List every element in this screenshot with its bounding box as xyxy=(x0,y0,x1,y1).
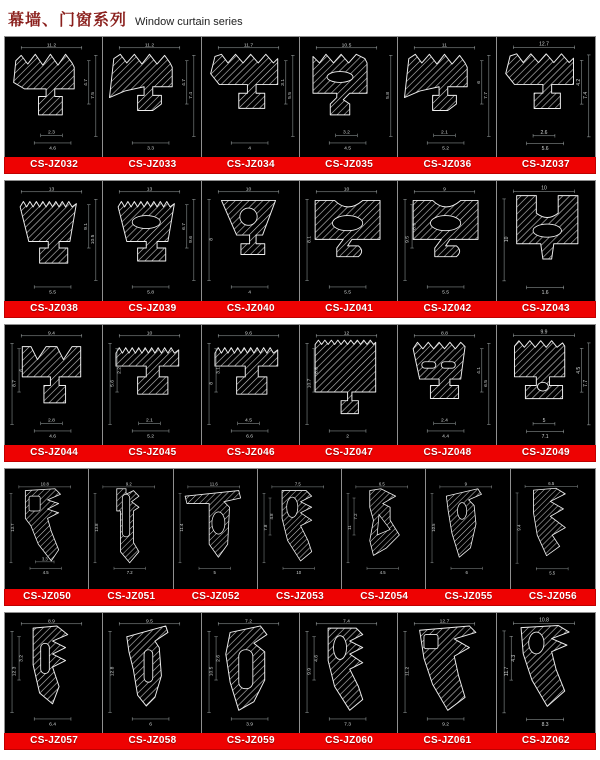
product-code-label: CS-JZ035 xyxy=(325,159,374,170)
product-code-label: CS-JZ037 xyxy=(521,159,570,170)
profile-cross-section-drawing xyxy=(103,325,200,445)
svg-text:4.5: 4.5 xyxy=(575,366,582,374)
svg-text:6: 6 xyxy=(19,369,25,372)
svg-text:4.7: 4.7 xyxy=(84,78,90,86)
svg-text:13.7: 13.7 xyxy=(10,523,16,532)
svg-text:12.8: 12.8 xyxy=(111,666,117,677)
profile-cell xyxy=(5,469,89,589)
svg-text:8: 8 xyxy=(209,237,215,241)
product-code-label: CS-JZ045 xyxy=(128,447,177,458)
product-code-bar xyxy=(4,157,596,174)
svg-text:4.4: 4.4 xyxy=(442,434,450,440)
svg-text:12.7: 12.7 xyxy=(439,619,450,625)
svg-text:3.3: 3.3 xyxy=(147,146,155,152)
svg-text:7.4: 7.4 xyxy=(343,619,350,625)
profile-cell xyxy=(103,613,201,733)
profile-cross-section-drawing xyxy=(89,469,172,589)
svg-text:7.2: 7.2 xyxy=(127,569,133,575)
svg-text:7.5: 7.5 xyxy=(91,91,97,99)
svg-text:9.9: 9.9 xyxy=(540,329,548,336)
svg-text:9.2: 9.2 xyxy=(126,481,133,487)
page-subtitle: Window curtain series xyxy=(135,16,243,28)
profile-cell xyxy=(174,469,258,589)
profile-cross-section-drawing xyxy=(5,613,102,733)
svg-text:2.2: 2.2 xyxy=(118,366,124,374)
svg-text:9.9: 9.9 xyxy=(307,667,313,675)
svg-text:7.2: 7.2 xyxy=(244,619,252,625)
profile-cross-section-drawing xyxy=(398,37,495,157)
profile-cross-section-drawing xyxy=(258,469,341,589)
product-code-label: CS-JZ042 xyxy=(423,303,472,314)
catalog-row-1 xyxy=(4,36,596,174)
svg-text:8.8: 8.8 xyxy=(314,366,320,374)
catalog-row-5 xyxy=(4,612,596,750)
profile-cell xyxy=(398,181,496,301)
svg-text:8.8: 8.8 xyxy=(441,331,449,337)
profile-cross-section-drawing xyxy=(202,613,299,733)
svg-text:3.1: 3.1 xyxy=(280,78,286,86)
svg-text:6: 6 xyxy=(465,569,469,575)
svg-text:4.3: 4.3 xyxy=(510,654,517,662)
svg-text:2.3: 2.3 xyxy=(48,130,55,136)
product-code-label: CS-JZ032 xyxy=(30,159,79,170)
svg-text:9.5: 9.5 xyxy=(146,619,154,625)
svg-text:12: 12 xyxy=(343,331,350,337)
svg-text:5.2: 5.2 xyxy=(442,146,450,152)
svg-text:3.2: 3.2 xyxy=(343,130,350,136)
svg-text:2: 2 xyxy=(346,434,349,440)
product-code-label: CS-JZ051 xyxy=(107,591,156,602)
product-code-label: CS-JZ056 xyxy=(528,591,577,602)
svg-text:10: 10 xyxy=(540,185,547,192)
svg-text:9: 9 xyxy=(465,481,468,487)
profile-cell xyxy=(202,613,300,733)
svg-text:7.2: 7.2 xyxy=(353,513,359,520)
svg-text:5.5: 5.5 xyxy=(442,290,450,296)
profile-cross-section-drawing xyxy=(300,37,397,157)
svg-text:2.6: 2.6 xyxy=(216,654,222,662)
product-code-label: CS-JZ057 xyxy=(30,735,79,746)
profile-cross-section-drawing xyxy=(202,181,299,301)
svg-text:6.5: 6.5 xyxy=(484,379,490,387)
svg-text:6.4: 6.4 xyxy=(49,722,57,728)
product-code-label: CS-JZ052 xyxy=(191,591,240,602)
profile-cell xyxy=(497,37,595,157)
svg-text:10: 10 xyxy=(503,236,510,243)
profile-cell xyxy=(103,37,201,157)
svg-text:4.5: 4.5 xyxy=(42,569,49,575)
svg-text:2.8: 2.8 xyxy=(48,418,55,424)
profile-grid xyxy=(4,36,596,750)
drawing-strip xyxy=(4,468,596,589)
svg-text:11.2: 11.2 xyxy=(406,666,412,677)
profile-cell xyxy=(497,613,595,733)
svg-text:8.1: 8.1 xyxy=(307,235,313,243)
svg-text:10.5: 10.5 xyxy=(91,234,97,245)
svg-text:3.1: 3.1 xyxy=(216,366,222,374)
product-code-bar xyxy=(4,589,596,606)
svg-text:6: 6 xyxy=(477,81,483,84)
product-code-label: CS-JZ036 xyxy=(423,159,472,170)
svg-text:4.2: 4.2 xyxy=(575,78,582,86)
svg-text:5.5: 5.5 xyxy=(49,290,57,296)
profile-cross-section-drawing xyxy=(398,325,495,445)
svg-text:13.8: 13.8 xyxy=(94,523,100,532)
product-code-label: CS-JZ046 xyxy=(226,447,275,458)
svg-text:4.6: 4.6 xyxy=(49,434,57,440)
svg-text:6.5: 6.5 xyxy=(413,222,419,230)
profile-cross-section-drawing xyxy=(5,469,88,589)
profile-cell xyxy=(398,325,496,445)
profile-cell xyxy=(300,37,398,157)
svg-text:6: 6 xyxy=(149,722,153,728)
product-code-label: CS-JZ060 xyxy=(325,735,374,746)
profile-cell xyxy=(258,469,342,589)
svg-text:4: 4 xyxy=(247,290,251,296)
svg-text:10.5: 10.5 xyxy=(209,666,215,677)
profile-cross-section-drawing xyxy=(300,325,397,445)
profile-cross-section-drawing xyxy=(5,37,102,157)
profile-cell xyxy=(497,181,595,301)
svg-text:5.5: 5.5 xyxy=(287,91,293,99)
svg-text:11.7: 11.7 xyxy=(503,666,510,677)
profile-cell xyxy=(398,37,496,157)
svg-text:7.7: 7.7 xyxy=(484,91,490,99)
svg-text:9.2: 9.2 xyxy=(442,722,450,728)
product-code-label: CS-JZ058 xyxy=(128,735,177,746)
product-code-label: CS-JZ049 xyxy=(521,447,570,458)
svg-text:9.4: 9.4 xyxy=(48,331,55,337)
profile-cross-section-drawing xyxy=(511,469,595,589)
svg-text:7.7: 7.7 xyxy=(582,379,589,387)
drawing-strip xyxy=(4,612,596,733)
product-code-label: CS-JZ041 xyxy=(325,303,374,314)
svg-text:10: 10 xyxy=(343,187,350,193)
product-code-label: CS-JZ055 xyxy=(444,591,493,602)
profile-cell xyxy=(5,37,103,157)
svg-text:11: 11 xyxy=(442,43,448,49)
svg-text:11.2: 11.2 xyxy=(145,43,155,49)
svg-text:13: 13 xyxy=(147,187,153,193)
profile-cell xyxy=(103,325,201,445)
page-header xyxy=(4,5,596,36)
svg-text:9.6: 9.6 xyxy=(244,331,252,337)
profile-cross-section-drawing xyxy=(426,469,509,589)
product-code-bar xyxy=(4,733,596,750)
profile-cross-section-drawing xyxy=(5,181,102,301)
product-code-label: CS-JZ053 xyxy=(276,591,324,602)
product-code-label: CS-JZ059 xyxy=(226,735,275,746)
product-code-label: CS-JZ039 xyxy=(128,303,177,314)
profile-cell xyxy=(103,181,201,301)
profile-cell xyxy=(300,613,398,733)
profile-cell xyxy=(202,181,300,301)
profile-cell xyxy=(5,613,103,733)
svg-text:9.5: 9.5 xyxy=(406,235,412,243)
svg-text:12.3: 12.3 xyxy=(12,666,18,677)
svg-text:9.6: 9.6 xyxy=(189,235,195,243)
profile-cross-section-drawing xyxy=(342,469,425,589)
profile-cell xyxy=(300,181,398,301)
svg-text:4.5: 4.5 xyxy=(379,569,386,575)
svg-text:8.3: 8.3 xyxy=(541,721,549,728)
svg-text:7.4: 7.4 xyxy=(582,91,589,99)
product-code-label: CS-JZ048 xyxy=(423,447,472,458)
svg-text:3.2: 3.2 xyxy=(19,654,25,662)
catalog-row-3 xyxy=(4,324,596,462)
svg-text:6.5: 6.5 xyxy=(547,481,554,487)
svg-text:2.6: 2.6 xyxy=(540,130,548,137)
svg-text:12.7: 12.7 xyxy=(538,41,549,48)
svg-text:5.2: 5.2 xyxy=(147,434,155,440)
svg-text:7.3: 7.3 xyxy=(344,722,352,728)
profile-cell xyxy=(398,613,496,733)
svg-text:1.6: 1.6 xyxy=(541,289,549,296)
svg-text:6.7: 6.7 xyxy=(182,222,188,230)
svg-text:4.6: 4.6 xyxy=(49,146,57,152)
svg-text:7.4: 7.4 xyxy=(189,91,195,99)
profile-cross-section-drawing xyxy=(398,181,495,301)
profile-cross-section-drawing xyxy=(174,469,257,589)
product-code-bar xyxy=(4,301,596,318)
profile-cell xyxy=(5,325,103,445)
profile-cross-section-drawing xyxy=(300,613,397,733)
svg-text:5: 5 xyxy=(542,418,546,425)
svg-text:4.5: 4.5 xyxy=(344,146,352,152)
svg-text:5: 5 xyxy=(213,569,216,575)
profile-cell xyxy=(497,325,595,445)
profile-cross-section-drawing xyxy=(103,613,200,733)
profile-cross-section-drawing xyxy=(497,37,595,157)
svg-text:10.5: 10.5 xyxy=(431,523,437,532)
profile-cross-section-drawing xyxy=(202,325,299,445)
profile-cross-section-drawing xyxy=(398,613,495,733)
svg-text:11.7: 11.7 xyxy=(243,43,253,49)
svg-text:9: 9 xyxy=(443,187,447,193)
svg-text:2.1: 2.1 xyxy=(146,418,154,424)
drawing-strip xyxy=(4,180,596,301)
profile-cell xyxy=(426,469,510,589)
svg-text:5.8: 5.8 xyxy=(386,91,392,99)
svg-text:4.6: 4.6 xyxy=(314,654,320,662)
profile-cell xyxy=(342,469,426,589)
product-code-label: CS-JZ062 xyxy=(521,735,570,746)
svg-text:4: 4 xyxy=(247,146,251,152)
profile-cell xyxy=(202,325,300,445)
svg-text:3.9: 3.9 xyxy=(245,722,253,728)
product-code-label: CS-JZ044 xyxy=(30,447,79,458)
profile-cell xyxy=(202,37,300,157)
svg-text:10: 10 xyxy=(245,187,251,193)
product-code-label: CS-JZ054 xyxy=(360,591,409,602)
profile-cross-section-drawing xyxy=(497,613,595,733)
svg-text:5.6: 5.6 xyxy=(541,145,549,152)
profile-cell xyxy=(5,181,103,301)
profile-cross-section-drawing xyxy=(103,181,200,301)
profile-cell xyxy=(300,325,398,445)
catalog-row-2 xyxy=(4,180,596,318)
svg-text:4.1: 4.1 xyxy=(477,366,483,374)
svg-text:7.5: 7.5 xyxy=(294,481,301,487)
svg-text:2.4: 2.4 xyxy=(441,418,449,424)
svg-text:9.4: 9.4 xyxy=(515,524,521,531)
profile-cross-section-drawing xyxy=(497,181,595,301)
product-code-bar xyxy=(4,445,596,462)
profile-cell xyxy=(89,469,173,589)
profile-cross-section-drawing xyxy=(5,325,102,445)
svg-text:2.1: 2.1 xyxy=(441,130,449,136)
svg-text:11.6: 11.6 xyxy=(209,481,218,487)
svg-text:10.5: 10.5 xyxy=(341,43,352,49)
svg-text:13: 13 xyxy=(48,187,55,193)
product-code-label: CS-JZ047 xyxy=(325,447,374,458)
svg-text:11.4: 11.4 xyxy=(178,523,184,532)
product-code-label: CS-JZ033 xyxy=(128,159,177,170)
product-code-label: CS-JZ038 xyxy=(30,303,79,314)
product-code-label: CS-JZ040 xyxy=(226,303,275,314)
svg-text:10.7: 10.7 xyxy=(307,378,313,389)
product-code-label: CS-JZ050 xyxy=(23,591,72,602)
svg-text:6.6: 6.6 xyxy=(245,434,253,440)
drawing-strip xyxy=(4,324,596,445)
profile-cross-section-drawing xyxy=(300,181,397,301)
svg-text:4.7: 4.7 xyxy=(182,78,188,86)
svg-text:8: 8 xyxy=(209,381,215,385)
drawing-strip xyxy=(4,36,596,157)
svg-text:5.8: 5.8 xyxy=(147,290,155,296)
product-code-label: CS-JZ061 xyxy=(423,735,472,746)
svg-text:4.5: 4.5 xyxy=(244,418,252,424)
profile-cell xyxy=(511,469,595,589)
svg-text:5.5: 5.5 xyxy=(548,570,555,576)
svg-text:4.8: 4.8 xyxy=(269,513,275,520)
svg-text:3.3: 3.3 xyxy=(41,556,48,562)
profile-cross-section-drawing xyxy=(103,37,200,157)
svg-text:5.5: 5.5 xyxy=(344,290,352,296)
svg-text:5.6: 5.6 xyxy=(111,379,117,387)
svg-text:11: 11 xyxy=(347,525,353,530)
svg-text:7.8: 7.8 xyxy=(263,524,269,531)
profile-cross-section-drawing xyxy=(497,325,595,445)
profile-cross-section-drawing xyxy=(202,37,299,157)
svg-text:9.1: 9.1 xyxy=(84,222,90,230)
svg-text:11.2: 11.2 xyxy=(46,43,57,49)
product-code-label: CS-JZ034 xyxy=(226,159,275,170)
page-title: 幕墙、门窗系列 xyxy=(8,12,128,29)
svg-text:10: 10 xyxy=(147,331,153,337)
svg-text:8.9: 8.9 xyxy=(48,619,55,625)
product-code-label: CS-JZ043 xyxy=(521,303,570,314)
svg-text:8.7: 8.7 xyxy=(12,379,18,387)
catalog-row-4 xyxy=(4,468,596,606)
svg-text:10.8: 10.8 xyxy=(40,481,49,487)
svg-text:7.1: 7.1 xyxy=(541,433,549,440)
svg-text:10.8: 10.8 xyxy=(538,617,549,624)
svg-text:6.5: 6.5 xyxy=(378,481,385,487)
svg-text:10: 10 xyxy=(296,569,301,575)
